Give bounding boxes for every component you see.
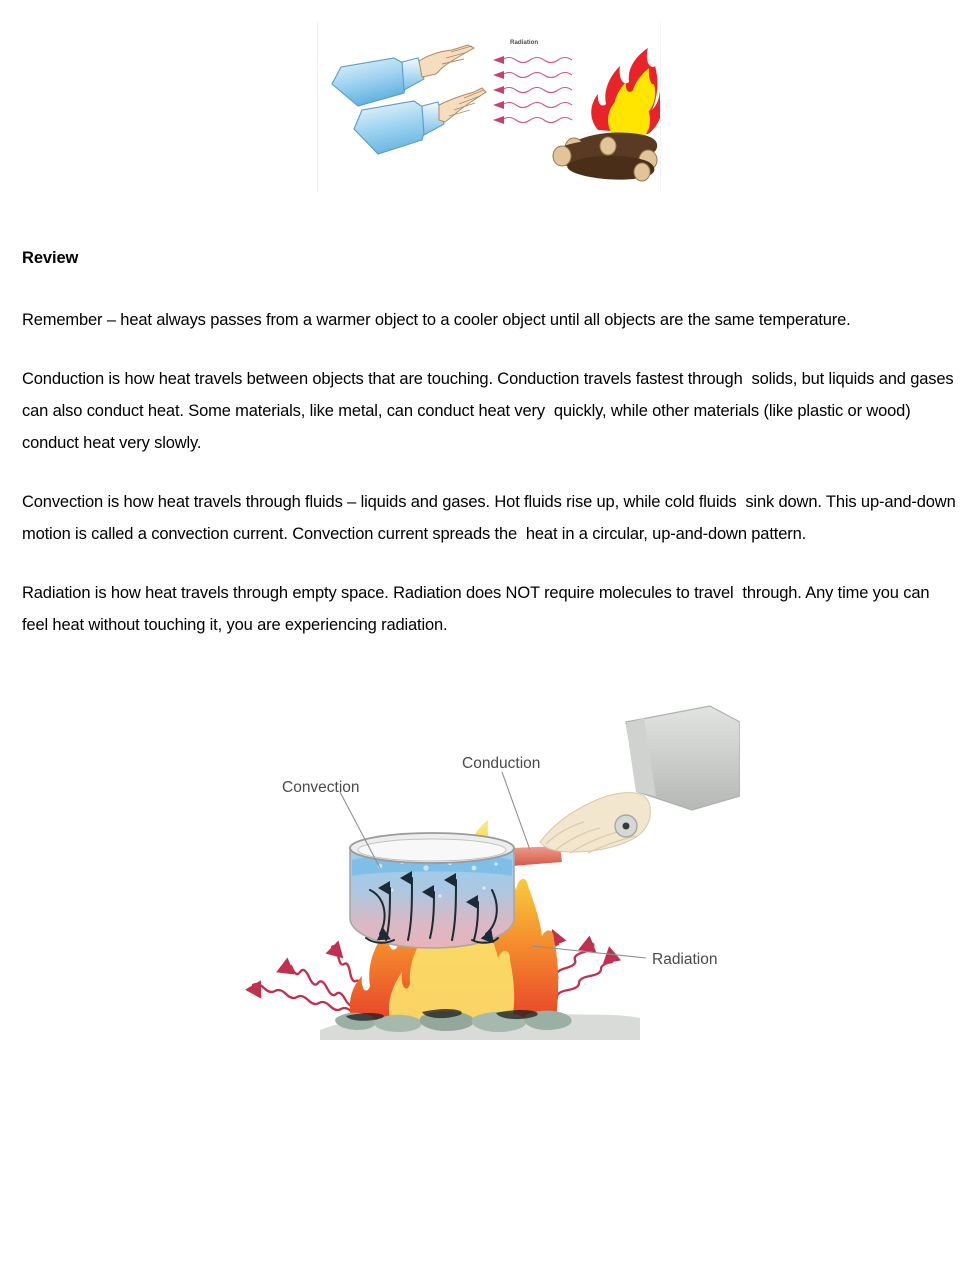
campfire-log-2-end [553,146,571,166]
page-title: Review [22,249,79,267]
radiation-campfire-illustration [317,22,661,192]
radiation-label: Radiation [652,951,718,968]
radiation-campfire-svg [318,22,660,192]
campfire-log-center-end [600,137,616,155]
top-radiation-label: Radiation [510,39,539,46]
pot-rim-inner [358,839,506,861]
campfire-log-3-end [634,163,650,181]
paragraph-radiation: Radiation is how heat travels through empty space. Radiation does NOT require molecules to travel through. Any time you can feel heat without touching it, you are experiencing radiation. [22,584,934,634]
paragraph-convection: Convection is how heat travels through fluids – liquids and gases. Hot fluids rise up, while cold fluids sink down. This up-and-down motion is called a convection current. Convection current spreads the heat in a circular, up-and-down pattern. [22,493,961,543]
conduction-label: Conduction [462,755,541,772]
heat-transfer-svg [240,700,740,1050]
article-body [22,246,961,641]
heat-transfer-diagram [240,700,740,1050]
convection-label: Convection [282,779,360,796]
paragraph-conduction: Conduction is how heat travels between objects that are touching. Conduction travels fastest through solids, but liquids and gases can also conduct heat. Some materials, like metal, can conduct heat very quickly, while other materials (like plastic or wood) conduct heat very slowly. [22,370,958,452]
paragraph-remember: Remember – heat always passes from a warmer object to a cooler object until all objects are the same temperature. [22,311,851,329]
ring-stone-icon [623,823,630,830]
